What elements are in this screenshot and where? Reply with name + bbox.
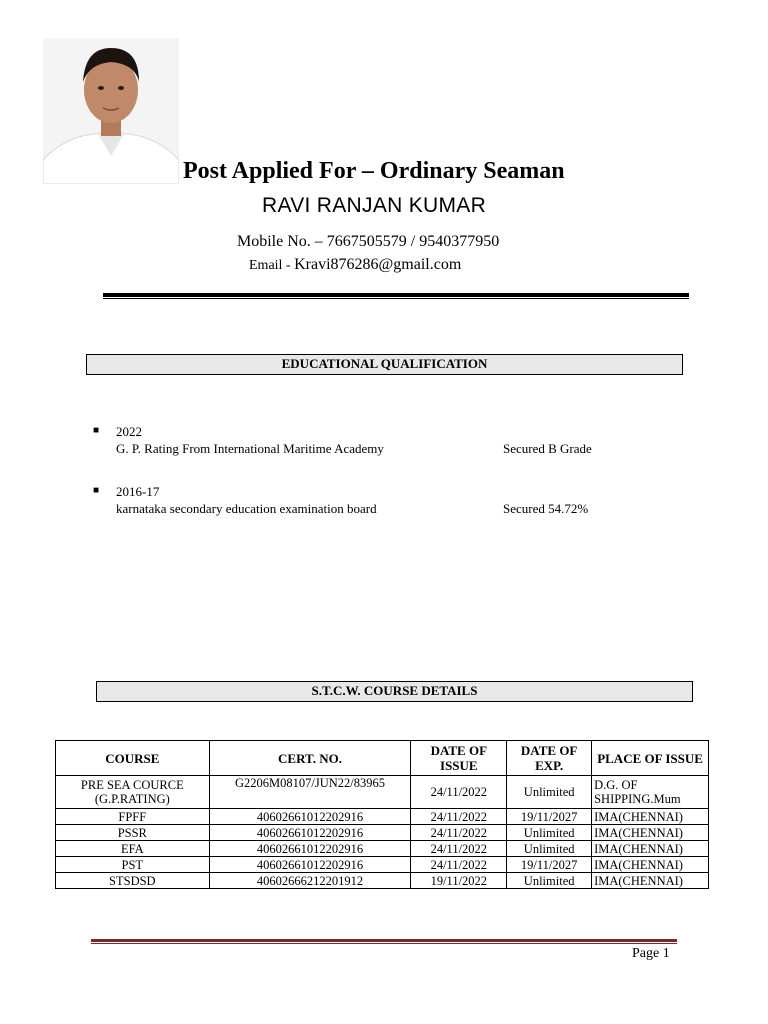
column-header-place: PLACE OF ISSUE [592, 741, 709, 776]
education-description: G. P. Rating From International Maritime Academy [116, 441, 384, 456]
education-year: 2016-17 [116, 484, 160, 499]
cell-issue: 19/11/2022 [411, 873, 507, 889]
cell-cert: 40602661012202916 [209, 841, 411, 857]
cell-exp: 19/11/2027 [507, 809, 592, 825]
bullet-icon: ■ [93, 425, 100, 436]
cell-cert: G2206M08107/JUN22/83965 [209, 776, 411, 809]
column-header-cert: CERT. NO. [209, 741, 411, 776]
cell-course: STSDSD [56, 873, 210, 889]
stcw-course-table [55, 740, 709, 889]
education-year: 2022 [116, 424, 142, 439]
cell-cert: 40602661012202916 [209, 825, 411, 841]
table-header-row [56, 741, 709, 776]
table-row [56, 776, 709, 809]
cell-exp: Unlimited [507, 873, 592, 889]
email-value: Kravi876286@gmail.com [294, 256, 462, 273]
cell-cert: 40602661012202916 [209, 809, 411, 825]
cell-course: PSSR [56, 825, 210, 841]
education-result: Secured 54.72% [503, 501, 589, 516]
cell-course: PRE SEA COURCE (G.P.RATING) [56, 776, 210, 809]
table-row [56, 857, 709, 873]
cell-exp: Unlimited [507, 841, 592, 857]
education-description: karnataka secondary education examination board [116, 501, 377, 516]
email-label: Email - [249, 258, 295, 273]
candidate-name: RAVI RANJAN KUMAR [262, 194, 487, 217]
cell-issue: 24/11/2022 [411, 809, 507, 825]
cell-issue: 24/11/2022 [411, 841, 507, 857]
cell-cert: 40602661012202916 [209, 857, 411, 873]
bullet-icon: ■ [93, 485, 100, 496]
education-heading: EDUCATIONAL QUALIFICATION [86, 354, 683, 375]
person-photo-icon [43, 38, 179, 184]
mobile-number: Mobile No. – 7667505579 / 9540377950 [237, 233, 500, 250]
education-result: Secured B Grade [503, 441, 592, 456]
cell-place: D.G. OF SHIPPING.Mum [592, 776, 709, 809]
cell-course: EFA [56, 841, 210, 857]
cell-issue: 24/11/2022 [411, 857, 507, 873]
cell-exp: Unlimited [507, 776, 592, 809]
cell-course: FPFF [56, 809, 210, 825]
profile-photo [43, 38, 179, 184]
cell-exp: 19/11/2027 [507, 857, 592, 873]
column-header-exp: DATE OF EXP. [507, 741, 592, 776]
cell-course: PST [56, 857, 210, 873]
footer-divider [91, 939, 677, 944]
header-divider [103, 293, 689, 300]
cell-place: IMA(CHENNAI) [592, 809, 709, 825]
cell-issue: 24/11/2022 [411, 776, 507, 809]
cell-exp: Unlimited [507, 825, 592, 841]
cell-issue: 24/11/2022 [411, 825, 507, 841]
table-row [56, 825, 709, 841]
cell-place: IMA(CHENNAI) [592, 841, 709, 857]
cell-place: IMA(CHENNAI) [592, 873, 709, 889]
post-applied-title: Post Applied For – Ordinary Seaman [183, 158, 565, 184]
cell-place: IMA(CHENNAI) [592, 857, 709, 873]
cell-place: IMA(CHENNAI) [592, 825, 709, 841]
cell-cert: 40602666212201912 [209, 873, 411, 889]
column-header-course: COURSE [56, 741, 210, 776]
table-row [56, 873, 709, 889]
page-number: Page 1 [632, 946, 670, 961]
table-row [56, 809, 709, 825]
stcw-heading: S.T.C.W. COURSE DETAILS [96, 681, 693, 702]
column-header-issue: DATE OF ISSUE [411, 741, 507, 776]
email-line [249, 256, 461, 274]
table-row [56, 841, 709, 857]
